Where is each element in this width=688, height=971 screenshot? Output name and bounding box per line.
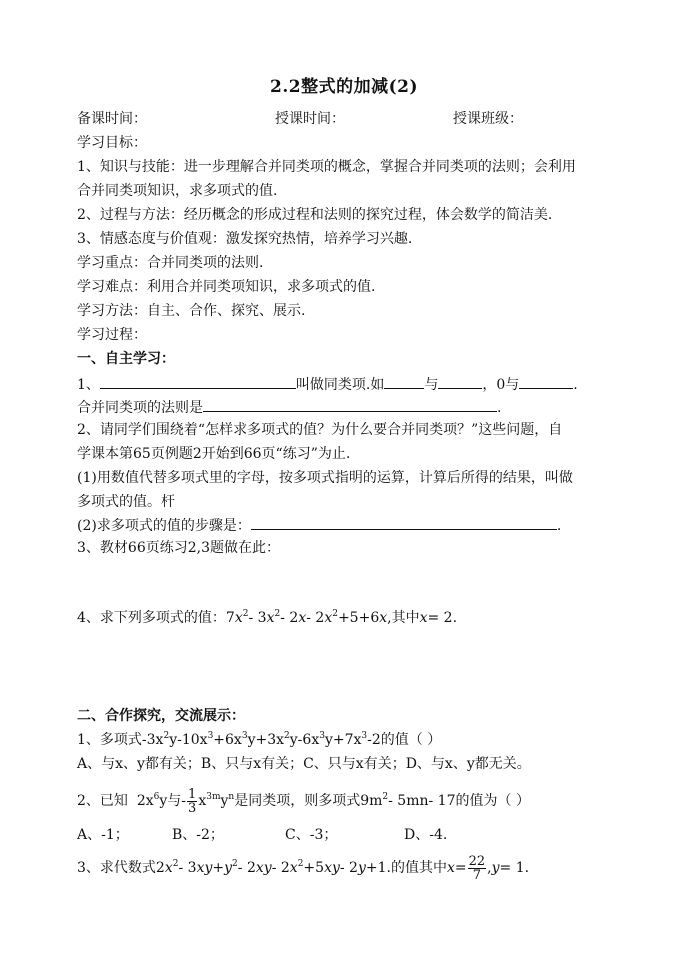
- s1-rule-end: .: [497, 400, 502, 416]
- blank-example-3[interactable]: [519, 374, 573, 389]
- prep-time-label: 备课时间：: [77, 111, 147, 127]
- s2-q3-fraction: [468, 855, 487, 882]
- s1-q3: 3、教材66页练习2,3题做在此：: [77, 540, 280, 556]
- teach-time-label: 授课时间：: [275, 111, 345, 127]
- s1-q1-text-b: 与: [424, 377, 439, 393]
- s2-q1-prefix: 1、多项式: [77, 732, 142, 748]
- s2-q3-var-y: y: [491, 860, 500, 876]
- s1-q4-var: x: [419, 610, 428, 626]
- s1-q2-sub1-line2: 多项式的值。杆: [77, 494, 175, 510]
- s2-q3-expression: $2x^2-$ $3xy+y^2-$ 2xy- $2x^2+5xy-$ 2y+1: [155, 859, 387, 876]
- s2-q2-fraction: [187, 788, 197, 815]
- s2-q3-frac-den: 7: [472, 867, 482, 883]
- s2-q2-term1: $2x^6y$: [132, 792, 168, 809]
- s2-q3-frac-num: 22: [468, 853, 486, 869]
- blank-example-1[interactable]: [384, 374, 424, 389]
- s1-q4-expression: $7x^2-$ $3x^2-$ 2x- $2x^2+5+6x$: [225, 609, 388, 626]
- goal-emotion: 3、情感态度与价值观：激发探究热情，培养学习兴趣.: [77, 231, 413, 247]
- s1-q1-end: .: [573, 377, 578, 393]
- goal-knowledge-line1: 1、知识与技能：进一步理解合并同类项的概念，掌握合并同类项的法则；会利用: [77, 159, 576, 175]
- s2-q1-expression: $-3x^2y-10x^3+6x^3y+3x^2y-6x^3y+7x^3-2$: [141, 731, 381, 748]
- s2-q3-prefix: 3、求代数式: [77, 860, 156, 876]
- method: 学习方法：自主、合作、探究、展示.: [77, 303, 306, 319]
- s1-q2-sub2-prefix: (2)求多项式的值的步骤是：: [77, 518, 251, 534]
- s2-q1-suffix: 的值（ ）: [380, 732, 442, 748]
- s1-q1: [77, 374, 578, 395]
- meta-row: [77, 108, 637, 128]
- s2-q3-end: = 1.: [499, 860, 530, 876]
- blank-steps[interactable]: [251, 515, 557, 530]
- s1-q2-sub1-line1: (1)用数值代替多项式里的字母，按多项式指明的运算，计算后所得的结果，叫做: [77, 470, 573, 486]
- s1-q1-text-a: 叫做同类项.如: [295, 377, 385, 393]
- s2-q2-option-c: C、-3；: [285, 827, 338, 843]
- s2-q2-term2: $x^{3m}y^n$: [198, 792, 235, 809]
- s2-q3-mid: .的值其中: [386, 860, 447, 876]
- s1-q1-text-c: ，0与: [482, 377, 520, 393]
- goals-heading: 学习目标：: [77, 135, 147, 151]
- s2-q2-frac-num: 1: [188, 786, 197, 802]
- s1-q4-cond: = 2.: [427, 610, 458, 626]
- blank-example-2[interactable]: [438, 374, 482, 389]
- s2-q1: [77, 730, 441, 750]
- s1-q4-prefix: 4、求下列多项式的值：: [77, 610, 226, 626]
- goal-knowledge-line2: 合并同类项知识，求多项式的值.: [77, 183, 278, 199]
- s2-q2-option-d: D、-4.: [404, 827, 448, 843]
- section1-heading: 一、自主学习：: [77, 351, 175, 367]
- s2-q2-prefix: 2、已知: [77, 793, 128, 809]
- s1-q2-line2: 学课本第65页例题2开始到66页“练习”为止.: [77, 446, 351, 462]
- s1-q1-prefix: 1、: [77, 377, 100, 393]
- s2-q2-option-b: B、-2；: [172, 827, 224, 843]
- s2-q1-options: A、与x、y都有关；B、只与x有关；C、只与x有关；D、与x、y都无关。: [77, 756, 531, 772]
- s1-q4: [77, 608, 457, 628]
- key-point: 学习重点：合并同类项的法则.: [77, 255, 264, 271]
- process-heading: 学习过程：: [77, 327, 147, 343]
- s2-q3: 3、求代数式$2x^2-$ $3xy+y^2-$ 2xy- $2x^2+5xy-$ 2y+1.的值其中x= $\frac{22}{7}$ ,y= 1.: [77, 853, 530, 883]
- s1-rule-prefix: 合并同类项的法则是: [77, 400, 203, 416]
- goal-process: 2、过程与方法：经历概念的形成过程和法则的探究过程，体会数学的简洁美.: [77, 207, 553, 223]
- difficulty: 学习难点：利用合并同类项知识，求多项式的值.: [77, 279, 376, 295]
- s1-q2-sub2: [77, 515, 561, 536]
- section2-heading: 二、合作探究，交流展示：: [77, 708, 245, 724]
- page-title: 2.2整式的加减(2): [270, 77, 418, 97]
- class-label: 授课班级：: [453, 111, 523, 127]
- s2-q2-mid: 与-: [167, 793, 187, 809]
- s2-q3-var-x: x: [446, 860, 455, 876]
- s2-q2-after: 是同类项，则多项式: [234, 793, 361, 809]
- s2-q2-option-a: A、-1；: [77, 827, 129, 843]
- s2-q2-end: 的值为（ ）: [455, 793, 530, 809]
- s1-q2-sub2-end: .: [556, 518, 562, 534]
- s1-rule: [77, 397, 501, 418]
- s2-q2: [77, 786, 530, 816]
- s1-q2-line1: 2、请同学们围绕着“怎样求多项式的值？为什么要合并同类项？”这些问题，自: [77, 422, 563, 438]
- blank-rule[interactable]: [203, 397, 497, 412]
- s1-q4-suffix: ,其中: [387, 610, 420, 626]
- blank-definition[interactable]: [100, 374, 296, 389]
- s2-q2-polynomial: $9m^2-$ 5mn- 17: [360, 792, 456, 809]
- s2-q2-frac-den: 3: [188, 800, 197, 816]
